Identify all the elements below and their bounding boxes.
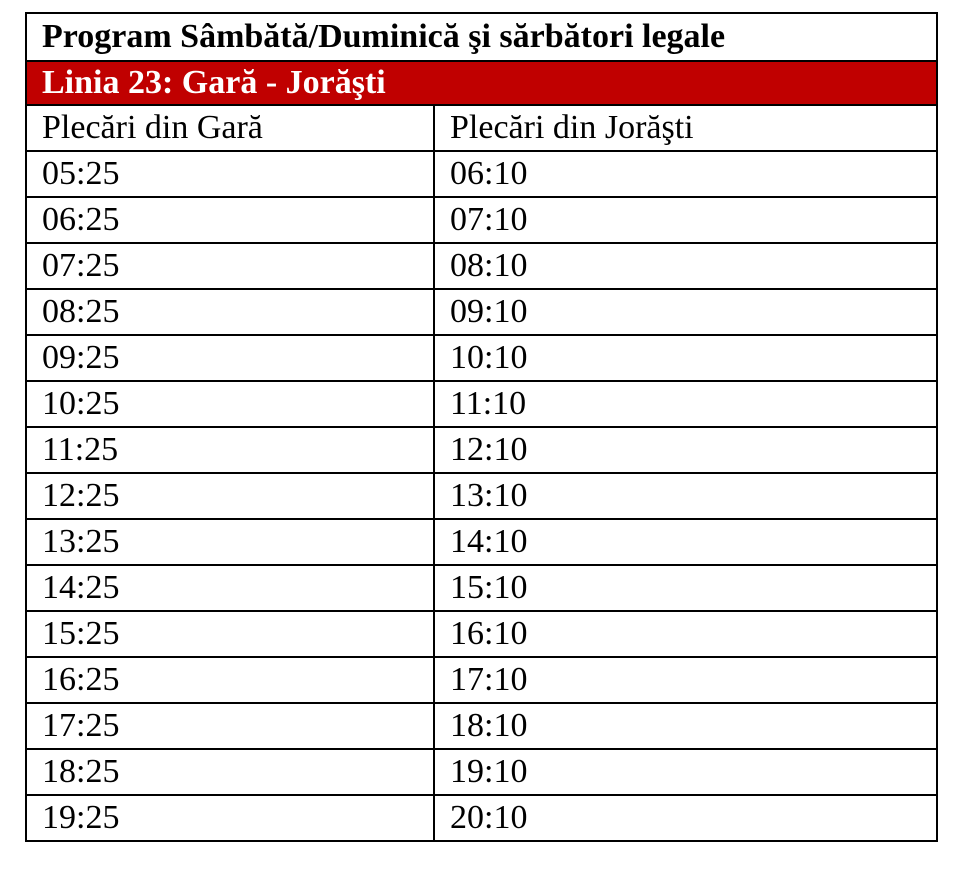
departure-time-jorasti: 07:10 [434, 197, 937, 243]
title-row [26, 13, 937, 61]
departure-time-gara: 07:25 [26, 243, 434, 289]
departure-time-jorasti: 12:10 [434, 427, 937, 473]
column-header-row [26, 105, 937, 151]
schedule-table [25, 12, 938, 842]
departure-time-gara: 16:25 [26, 657, 434, 703]
table-row [26, 197, 937, 243]
table-row [26, 335, 937, 381]
departure-time-gara: 12:25 [26, 473, 434, 519]
departure-time-jorasti: 10:10 [434, 335, 937, 381]
departure-time-gara: 17:25 [26, 703, 434, 749]
departure-time-gara: 11:25 [26, 427, 434, 473]
departure-time-gara: 08:25 [26, 289, 434, 335]
table-row [26, 427, 937, 473]
departure-time-gara: 06:25 [26, 197, 434, 243]
departure-time-jorasti: 18:10 [434, 703, 937, 749]
departure-time-jorasti: 11:10 [434, 381, 937, 427]
table-row [26, 657, 937, 703]
departure-time-gara: 05:25 [26, 151, 434, 197]
table-row [26, 611, 937, 657]
line-title: Linia 23: Gară - Jorăşti [26, 61, 937, 105]
table-row [26, 381, 937, 427]
table-row [26, 703, 937, 749]
departure-time-jorasti: 08:10 [434, 243, 937, 289]
departure-time-gara: 13:25 [26, 519, 434, 565]
table-row [26, 795, 937, 841]
line-row [26, 61, 937, 105]
departure-time-jorasti: 15:10 [434, 565, 937, 611]
table-row [26, 473, 937, 519]
departure-time-jorasti: 20:10 [434, 795, 937, 841]
table-row [26, 519, 937, 565]
departure-time-gara: 10:25 [26, 381, 434, 427]
table-row [26, 565, 937, 611]
departure-time-jorasti: 06:10 [434, 151, 937, 197]
departure-time-jorasti: 13:10 [434, 473, 937, 519]
schedule-title: Program Sâmbătă/Duminică şi sărbători legale [26, 13, 937, 61]
table-row [26, 289, 937, 335]
departure-time-gara: 09:25 [26, 335, 434, 381]
departure-time-jorasti: 17:10 [434, 657, 937, 703]
departure-time-gara: 19:25 [26, 795, 434, 841]
departure-time-gara: 14:25 [26, 565, 434, 611]
departure-time-jorasti: 14:10 [434, 519, 937, 565]
departure-time-jorasti: 16:10 [434, 611, 937, 657]
table-row [26, 151, 937, 197]
departure-time-jorasti: 09:10 [434, 289, 937, 335]
table-row [26, 749, 937, 795]
column-header-departures-jorasti: Plecări din Jorăşti [434, 105, 937, 151]
table-row [26, 243, 937, 289]
departure-time-gara: 18:25 [26, 749, 434, 795]
departure-time-jorasti: 19:10 [434, 749, 937, 795]
column-header-departures-gara: Plecări din Gară [26, 105, 434, 151]
departure-time-gara: 15:25 [26, 611, 434, 657]
